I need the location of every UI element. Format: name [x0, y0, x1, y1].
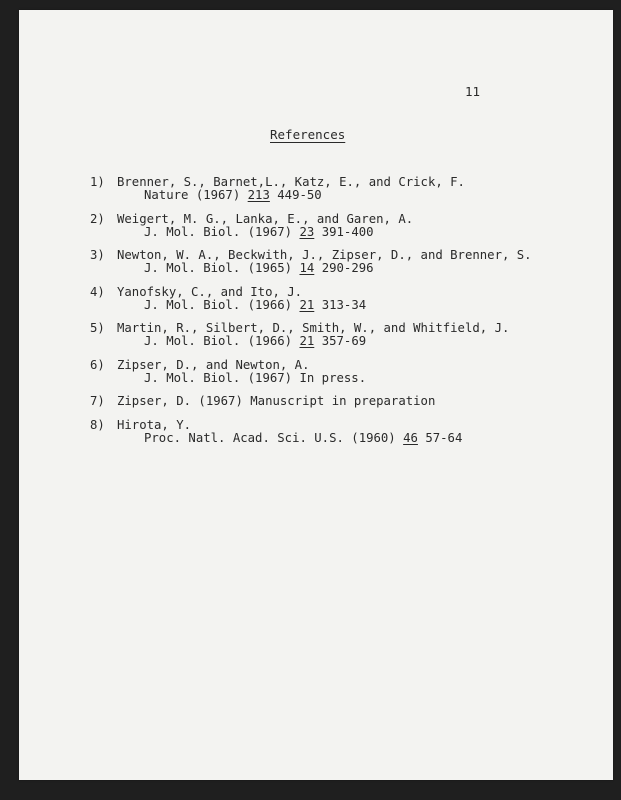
reference-pages: 313-34 — [314, 297, 367, 312]
page-number: 11 — [465, 84, 481, 99]
reference-pages: 357-69 — [314, 334, 367, 348]
reference-number: 8) — [90, 417, 105, 432]
reference-journal: J. Mol. Biol. (1965) — [144, 261, 300, 275]
reference-item — [90, 359, 590, 385]
reference-volume: 213 — [247, 188, 270, 202]
document-page — [19, 10, 613, 780]
reference-number: 4) — [90, 284, 105, 299]
page-title: References — [270, 127, 346, 142]
reference-volume: 23 — [299, 224, 315, 239]
reference-number: 1) — [90, 175, 105, 189]
reference-number: 3) — [90, 248, 105, 262]
reference-item — [90, 176, 590, 202]
reference-volume: 14 — [299, 261, 315, 275]
reference-pages: 57-64 — [417, 430, 463, 445]
reference-authors: Brenner, S., Barnet,L., Katz, E., and Crick, F. — [117, 175, 465, 189]
reference-journal: J. Mol. Biol. (1967) In press. — [144, 370, 367, 385]
reference-number: 6) — [90, 357, 105, 372]
reference-authors: Hirota, Y. — [117, 417, 192, 432]
reference-number: 2) — [90, 211, 105, 226]
reference-authors: Zipser, D., and Newton, A. — [117, 357, 310, 372]
reference-authors: Newton, W. A., Beckwith, J., Zipser, D., and Brenner, S. — [117, 248, 532, 262]
reference-journal: J. Mol. Biol. (1966) — [144, 297, 300, 312]
reference-item — [90, 249, 590, 275]
reference-authors: Weigert, M. G., Lanka, E., and Garen, A. — [117, 211, 414, 226]
reference-volume: 21 — [299, 297, 315, 312]
reference-volume: 21 — [299, 334, 315, 348]
reference-journal: J. Mol. Biol. (1966) — [144, 334, 300, 348]
reference-item — [90, 213, 590, 239]
reference-authors: Yanofsky, C., and Ito, J. — [117, 284, 303, 299]
reference-list — [90, 176, 590, 455]
reference-pages: 449-50 — [269, 188, 322, 202]
reference-pages: 290-296 — [314, 261, 374, 275]
reference-journal: Proc. Natl. Acad. Sci. U.S. (1960) — [144, 430, 404, 445]
reference-pages: 391-400 — [314, 224, 374, 239]
reference-item — [90, 419, 590, 445]
reference-authors: Zipser, D. (1967) Manuscript in preparation — [117, 394, 436, 408]
reference-journal: J. Mol. Biol. (1967) — [144, 224, 300, 239]
reference-item — [90, 322, 590, 348]
reference-authors: Martin, R., Silbert, D., Smith, W., and Whitfield, J. — [117, 321, 510, 335]
reference-volume: 46 — [403, 430, 418, 445]
reference-number: 5) — [90, 321, 105, 335]
reference-number: 7) — [90, 394, 105, 408]
reference-item — [90, 395, 590, 408]
reference-journal: Nature (1967) — [144, 188, 248, 202]
reference-item — [90, 286, 590, 312]
